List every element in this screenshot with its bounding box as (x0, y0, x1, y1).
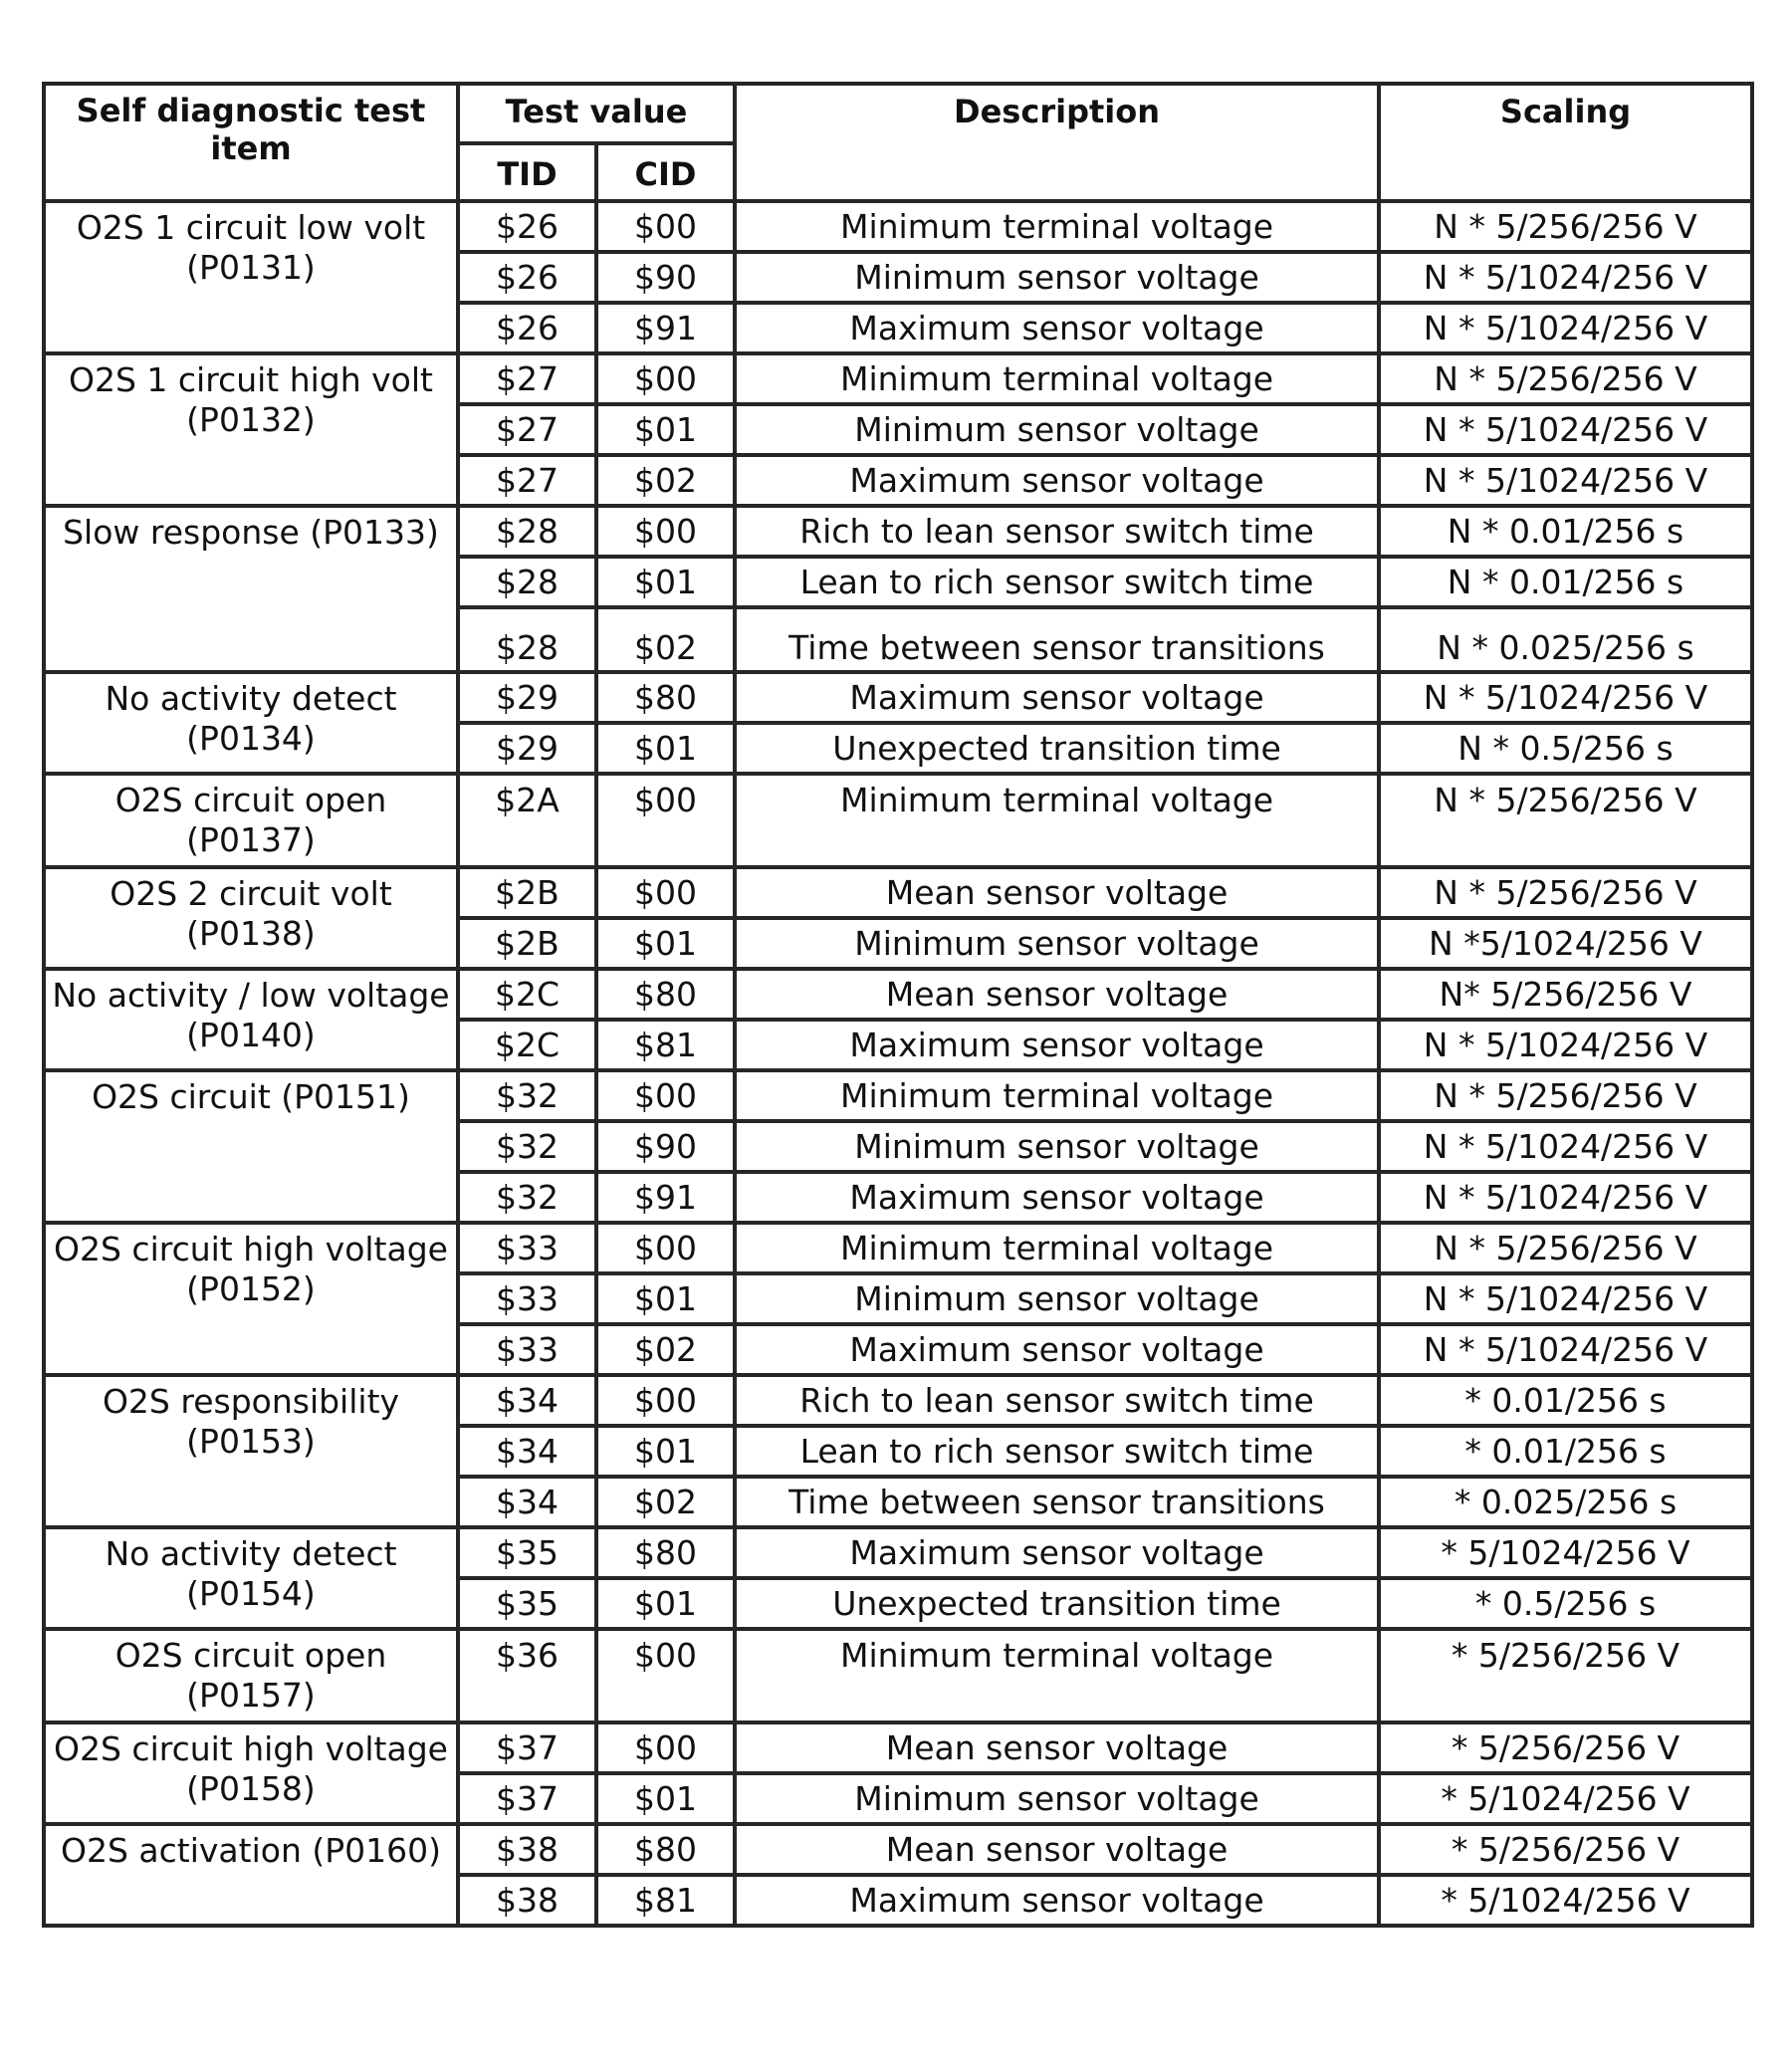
tid-cell: $32 (458, 1070, 596, 1121)
scaling-cell: * 5/1024/256 V (1379, 1773, 1752, 1824)
tid-cell: $29 (458, 723, 596, 774)
table-body (44, 201, 1752, 1926)
tid-cell: $37 (458, 1722, 596, 1773)
scaling-cell: N * 5/256/256 V (1379, 1223, 1752, 1273)
table-row (44, 672, 1752, 723)
tid-cell: $29 (458, 672, 596, 723)
description-cell: Lean to rich sensor switch time (735, 1426, 1379, 1477)
cid-cell: $80 (596, 672, 735, 723)
description-cell: Minimum terminal voltage (735, 201, 1379, 252)
description-cell: Minimum sensor voltage (735, 404, 1379, 455)
scaling-cell: N *5/1024/256 V (1379, 918, 1752, 969)
header-item: Self diagnostic test item (44, 84, 458, 201)
scaling-cell: * 0.025/256 s (1379, 1477, 1752, 1527)
description-cell: Rich to lean sensor switch time (735, 1375, 1379, 1426)
tid-cell: $35 (458, 1527, 596, 1578)
tid-cell: $28 (458, 506, 596, 557)
test-item-cell: O2S 1 circuit high volt (P0132) (44, 353, 458, 506)
scaling-cell: N * 5/1024/256 V (1379, 1020, 1752, 1070)
test-item-cell: O2S 1 circuit low volt (P0131) (44, 201, 458, 353)
scaling-cell: N * 5/1024/256 V (1379, 1121, 1752, 1172)
tid-cell: $28 (458, 607, 596, 672)
scaling-cell: * 0.01/256 s (1379, 1426, 1752, 1477)
cid-cell: $00 (596, 1375, 735, 1426)
scaling-cell: N * 5/256/256 V (1379, 201, 1752, 252)
tid-cell: $34 (458, 1426, 596, 1477)
table-row (44, 201, 1752, 252)
cid-cell: $81 (596, 1020, 735, 1070)
description-cell: Minimum terminal voltage (735, 774, 1379, 867)
table-header (44, 84, 1752, 201)
tid-cell: $28 (458, 557, 596, 607)
tid-cell: $36 (458, 1629, 596, 1722)
test-item-cell: No activity detect (P0154) (44, 1527, 458, 1629)
cid-cell: $00 (596, 506, 735, 557)
test-item-cell: Slow response (P0133) (44, 506, 458, 672)
scaling-cell: N * 5/1024/256 V (1379, 672, 1752, 723)
description-cell: Time between sensor transitions (735, 607, 1379, 672)
description-cell: Mean sensor voltage (735, 1722, 1379, 1773)
table-row (44, 506, 1752, 557)
table-row (44, 1527, 1752, 1578)
cid-cell: $00 (596, 1223, 735, 1273)
table-row (44, 969, 1752, 1020)
description-cell: Minimum sensor voltage (735, 1773, 1379, 1824)
tid-cell: $27 (458, 353, 596, 404)
scaling-cell: N * 5/256/256 V (1379, 774, 1752, 867)
description-cell: Maximum sensor voltage (735, 1172, 1379, 1223)
tid-cell: $26 (458, 303, 596, 353)
scaling-cell: * 5/1024/256 V (1379, 1875, 1752, 1926)
scaling-cell: N * 5/1024/256 V (1379, 1172, 1752, 1223)
cid-cell: $02 (596, 455, 735, 506)
description-cell: Minimum terminal voltage (735, 353, 1379, 404)
cid-cell: $01 (596, 723, 735, 774)
scaling-cell: N * 0.5/256 s (1379, 723, 1752, 774)
description-cell: Minimum terminal voltage (735, 1223, 1379, 1273)
cid-cell: $91 (596, 303, 735, 353)
scaling-cell: N * 0.025/256 s (1379, 607, 1752, 672)
table-row (44, 1223, 1752, 1273)
header-cid: CID (596, 143, 735, 201)
cid-cell: $01 (596, 1578, 735, 1629)
cid-cell: $02 (596, 1324, 735, 1375)
description-cell: Mean sensor voltage (735, 1824, 1379, 1875)
tid-cell: $27 (458, 455, 596, 506)
tid-cell: $35 (458, 1578, 596, 1629)
tid-cell: $33 (458, 1223, 596, 1273)
tid-cell: $32 (458, 1121, 596, 1172)
scaling-cell: * 0.01/256 s (1379, 1375, 1752, 1426)
test-item-cell: O2S circuit (P0151) (44, 1070, 458, 1223)
table-row (44, 1629, 1752, 1722)
cid-cell: $00 (596, 353, 735, 404)
test-item-cell: O2S circuit high voltage (P0158) (44, 1722, 458, 1824)
cid-cell: $01 (596, 557, 735, 607)
scaling-cell: N* 5/256/256 V (1379, 969, 1752, 1020)
cid-cell: $00 (596, 201, 735, 252)
description-cell: Lean to rich sensor switch time (735, 557, 1379, 607)
scaling-cell: * 5/256/256 V (1379, 1629, 1752, 1722)
tid-cell: $26 (458, 252, 596, 303)
tid-cell: $38 (458, 1875, 596, 1926)
description-cell: Maximum sensor voltage (735, 455, 1379, 506)
description-cell: Minimum terminal voltage (735, 1070, 1379, 1121)
scaling-cell: N * 5/1024/256 V (1379, 252, 1752, 303)
table-row (44, 1375, 1752, 1426)
test-item-cell: O2S responsibility (P0153) (44, 1375, 458, 1527)
description-cell: Maximum sensor voltage (735, 1020, 1379, 1070)
diagnostic-table (42, 82, 1754, 1928)
test-item-cell: O2S activation (P0160) (44, 1824, 458, 1926)
description-cell: Unexpected transition time (735, 723, 1379, 774)
cid-cell: $80 (596, 1527, 735, 1578)
cid-cell: $02 (596, 607, 735, 672)
header-test-value: Test value (458, 84, 735, 143)
description-cell: Maximum sensor voltage (735, 1324, 1379, 1375)
scaling-cell: N * 0.01/256 s (1379, 557, 1752, 607)
description-cell: Minimum sensor voltage (735, 1273, 1379, 1324)
cid-cell: $80 (596, 1824, 735, 1875)
table-row (44, 774, 1752, 867)
tid-cell: $2C (458, 969, 596, 1020)
description-cell: Maximum sensor voltage (735, 303, 1379, 353)
cid-cell: $01 (596, 1426, 735, 1477)
tid-cell: $2B (458, 867, 596, 918)
scaling-cell: N * 0.01/256 s (1379, 506, 1752, 557)
description-cell: Mean sensor voltage (735, 969, 1379, 1020)
table-row (44, 1722, 1752, 1773)
scaling-cell: N * 5/256/256 V (1379, 1070, 1752, 1121)
cid-cell: $00 (596, 1722, 735, 1773)
scaling-cell: N * 5/1024/256 V (1379, 303, 1752, 353)
cid-cell: $81 (596, 1875, 735, 1926)
test-item-cell: No activity detect (P0134) (44, 672, 458, 774)
table-row (44, 1824, 1752, 1875)
scaling-cell: * 0.5/256 s (1379, 1578, 1752, 1629)
scaling-cell: * 5/256/256 V (1379, 1824, 1752, 1875)
cid-cell: $90 (596, 252, 735, 303)
tid-cell: $2B (458, 918, 596, 969)
table-row (44, 867, 1752, 918)
cid-cell: $90 (596, 1121, 735, 1172)
tid-cell: $2A (458, 774, 596, 867)
description-cell: Minimum sensor voltage (735, 252, 1379, 303)
description-cell: Minimum sensor voltage (735, 918, 1379, 969)
tid-cell: $27 (458, 404, 596, 455)
scaling-cell: N * 5/256/256 V (1379, 353, 1752, 404)
scaling-cell: N * 5/256/256 V (1379, 867, 1752, 918)
cid-cell: $02 (596, 1477, 735, 1527)
test-item-cell: O2S circuit high voltage (P0152) (44, 1223, 458, 1375)
tid-cell: $32 (458, 1172, 596, 1223)
header-tid: TID (458, 143, 596, 201)
description-cell: Minimum sensor voltage (735, 1121, 1379, 1172)
description-cell: Minimum terminal voltage (735, 1629, 1379, 1722)
scaling-cell: N * 5/1024/256 V (1379, 1273, 1752, 1324)
description-cell: Maximum sensor voltage (735, 672, 1379, 723)
tid-cell: $33 (458, 1273, 596, 1324)
cid-cell: $01 (596, 404, 735, 455)
tid-cell: $34 (458, 1375, 596, 1426)
cid-cell: $01 (596, 1773, 735, 1824)
tid-cell: $26 (458, 201, 596, 252)
scaling-cell: N * 5/1024/256 V (1379, 404, 1752, 455)
cid-cell: $91 (596, 1172, 735, 1223)
scaling-cell: N * 5/1024/256 V (1379, 1324, 1752, 1375)
table-row (44, 353, 1752, 404)
cid-cell: $00 (596, 867, 735, 918)
description-cell: Time between sensor transitions (735, 1477, 1379, 1527)
cid-cell: $00 (596, 1629, 735, 1722)
diagnostic-table-sheet (42, 82, 1754, 1928)
cid-cell: $80 (596, 969, 735, 1020)
cid-cell: $00 (596, 774, 735, 867)
description-cell: Maximum sensor voltage (735, 1527, 1379, 1578)
cid-cell: $00 (596, 1070, 735, 1121)
tid-cell: $34 (458, 1477, 596, 1527)
cid-cell: $01 (596, 918, 735, 969)
test-item-cell: O2S circuit open (P0157) (44, 1629, 458, 1722)
header-description: Description (735, 84, 1379, 201)
test-item-cell: O2S circuit open (P0137) (44, 774, 458, 867)
description-cell: Rich to lean sensor switch time (735, 506, 1379, 557)
tid-cell: $33 (458, 1324, 596, 1375)
test-item-cell: O2S 2 circuit volt (P0138) (44, 867, 458, 969)
tid-cell: $37 (458, 1773, 596, 1824)
scaling-cell: * 5/1024/256 V (1379, 1527, 1752, 1578)
tid-cell: $2C (458, 1020, 596, 1070)
table-row (44, 1070, 1752, 1121)
description-cell: Maximum sensor voltage (735, 1875, 1379, 1926)
tid-cell: $38 (458, 1824, 596, 1875)
header-scaling: Scaling (1379, 84, 1752, 201)
description-cell: Mean sensor voltage (735, 867, 1379, 918)
test-item-cell: No activity / low voltage (P0140) (44, 969, 458, 1070)
cid-cell: $01 (596, 1273, 735, 1324)
description-cell: Unexpected transition time (735, 1578, 1379, 1629)
scaling-cell: N * 5/1024/256 V (1379, 455, 1752, 506)
scaling-cell: * 5/256/256 V (1379, 1722, 1752, 1773)
